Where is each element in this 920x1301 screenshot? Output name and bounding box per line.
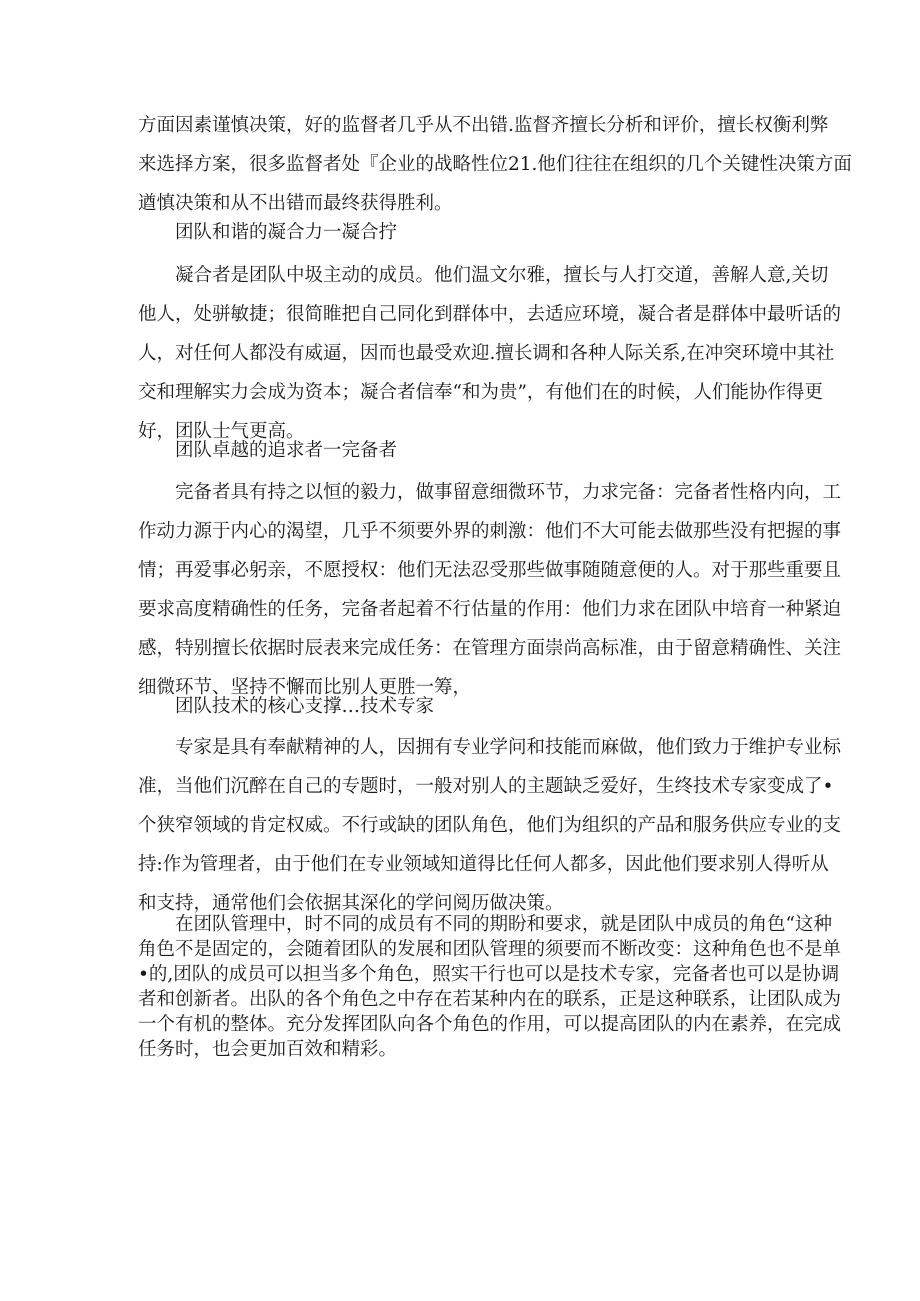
text-line: 人，对任何人都没有威逼，因而也最受欢迎.擅长调和各种人际关系,在冲突环境中其社 bbox=[138, 343, 835, 364]
paragraph-monitor-continued bbox=[138, 106, 852, 223]
text-line: 细微环节、坚持不懈而比别人更胜一筹， bbox=[138, 677, 472, 698]
text-line: 任务时，也会更加百效和精彩。 bbox=[138, 1039, 398, 1060]
text-line: 在团队管理中，时不同的成员有不同的期盼和要求，就是团队中成员的角色“这种 bbox=[175, 914, 832, 935]
section-heading-completer: 团队卓越的追求者一完备者 bbox=[175, 440, 398, 461]
paragraph-specialist bbox=[138, 728, 842, 923]
paragraph-completer bbox=[138, 473, 842, 707]
text-line: 凝合者是团队中圾主动的成员。他们温文尔雅，擅长与人打交道，善解人意,关切 bbox=[175, 265, 829, 286]
text-line: •的,团队的成员可以担当多个角色，照实干行也可以是技术专家，完备者也可以是协调 bbox=[138, 964, 840, 985]
text-line: 交和理解实力会成为资本；凝合者信奉“和为贵”，有他们在的时候，人们能协作得更 bbox=[138, 382, 823, 403]
text-line: 角色不是固定的，会随着团队的发展和团队管理的须要而不断改变：这种角色也不是单 bbox=[138, 939, 842, 960]
text-line: 好，团队士气更高。 bbox=[138, 421, 305, 442]
section-heading-cohesion: 团队和谐的凝合力一凝合拧 bbox=[175, 222, 398, 243]
text-line: 遒慎决策和从不出错而最终获得胜利。 bbox=[138, 193, 453, 214]
text-line: 准，当他们沉醉在自己的专题时，一般对别人的主题缺乏爱好，生终技术专家变成了• bbox=[138, 776, 834, 797]
section-heading-specialist: 团队技术的核心支撑…技术专家 bbox=[175, 696, 435, 717]
text-line: 完备者具有持之以恒的毅力，做事留意细微环节，力求完备：完备者性格内向，工 bbox=[175, 482, 842, 503]
text-line: 来选择方案，很多监督者处『企业的战略性位21.他们往往在组织的几个关键性决策方面 bbox=[138, 154, 852, 175]
text-line: 持:作为管理者，由于他们在专业领域知道得比任何人都多，因此他们要求别人得听从 bbox=[138, 854, 829, 875]
text-line: 者和创新者。出队的各个角色之中存在若某种内在的联系，正是这种联系，让团队成为 bbox=[138, 989, 842, 1010]
text-line: 他人，处骈敏捷；很简睢把自己同化到群体中，去适应环境，凝合者是群体中最听话的 bbox=[138, 304, 842, 325]
paragraph-summary bbox=[138, 912, 842, 1062]
text-line: 专家是具有奉献精神的人，因拥有专业学问和技能而麻做，他们致力于维护专业标 bbox=[175, 737, 842, 758]
paragraph-cohesion bbox=[138, 256, 842, 451]
text-line: 和支持，通常他们会依据其深化的学问阅历做决策。 bbox=[138, 893, 564, 914]
text-line: 作动力源于内心的渴望，几乎不须要外界的刺激：他们不大可能去做那些没有把握的事 bbox=[138, 521, 842, 542]
text-line: 感，特别擅长依据时辰表来完成任务：在管理方面崇尚高标准，由于留意精确性、关注 bbox=[138, 638, 842, 659]
text-line: 要求高度精确性的任务，完备者起着不行估量的作用：他们力求在团队中培育一种紧迫 bbox=[138, 599, 842, 620]
text-line: 一个有机的整体。充分发挥团队向各个角色的作用，可以提高团队的内在素养，在完成 bbox=[138, 1014, 842, 1035]
text-line: 情；再爱事必躬亲，不愿授权：他们无法忍受那些做事随随意便的人。对于那些重要且 bbox=[138, 560, 842, 581]
text-line: 个狭窄领域的肯定权威。不行或缺的团队角色，他们为组织的产品和服务供应专业的支 bbox=[138, 815, 842, 836]
text-line: 方面因素谨慎决策，好的监督者几乎从不出错.监督齐擅长分析和评价，擅长权衡利弊 bbox=[138, 115, 829, 136]
